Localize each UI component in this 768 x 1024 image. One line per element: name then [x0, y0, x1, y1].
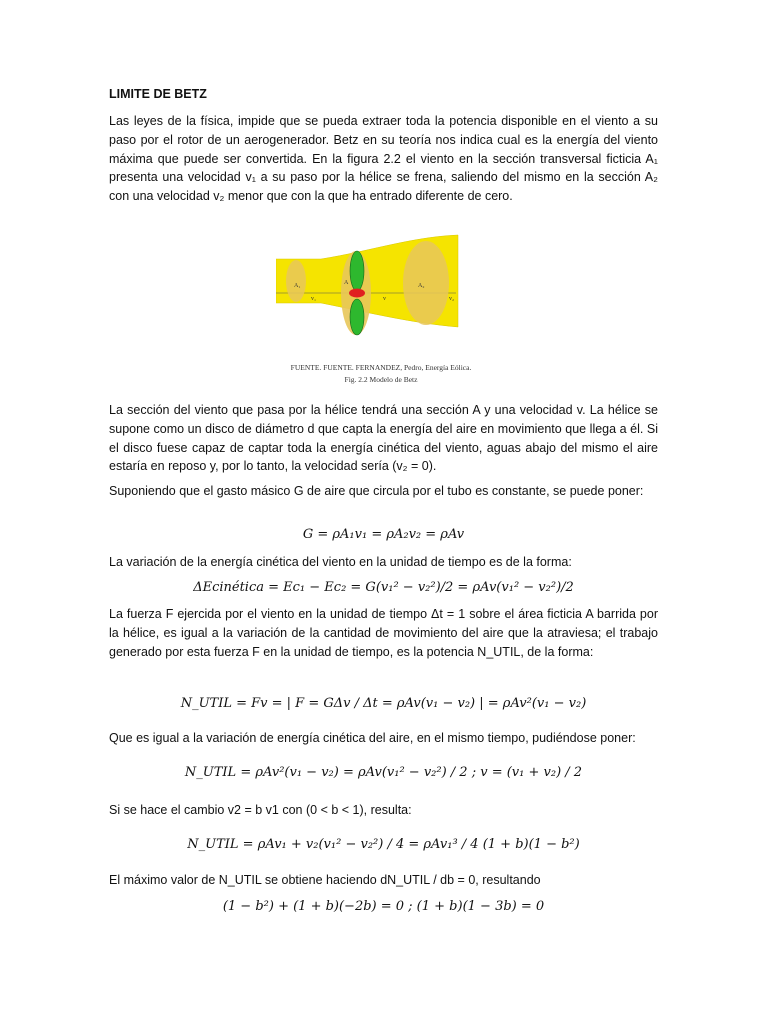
page-title: LIMITE DE BETZ	[109, 87, 207, 101]
blade-upper	[350, 251, 364, 291]
rotor-hub	[349, 289, 365, 298]
label-v: v	[383, 296, 386, 302]
paragraph-substitution: Si se hace el cambio v2 = b v1 con (0 < b < 1), resulta:	[109, 803, 412, 817]
equation-power: N_UTIL = Fv = | F = GΔv / Δt = ρAv(v₁ − v₂) | = ρAv²(v₁ − v₂)	[180, 696, 587, 711]
figure-caption: Fig. 2.2 Modelo de Betz	[344, 375, 418, 384]
label-a2: A₂	[418, 283, 425, 289]
paragraph-mass-flow: Suponiendo que el gasto másico G de aire que circula por el tubo es constante, se puede poner:	[109, 484, 644, 498]
figure-source: FUENTE. FUENTE. FERNANDEZ, Pedro, Energía Eólica.	[290, 363, 472, 372]
paragraph-force: La fuerza F ejercida por el viento en la unidad de tiempo Δt = 1 sobre el área ficticia A barrida por la hélice, es igual a la variación de la cantidad de movimiento del aire que la atraviesa; el trabajo generado por esta fuerza F en la unidad de tiempo, es la potencia N_UTIL, de la forma:	[109, 607, 658, 659]
paragraph-section: La sección del viento que pasa por la hélice tendrá una sección A y una velocidad v. La hélice se supone como un disco de diámetro d que capta la energía del aire en movimiento que llega a él. Si el disco fuese capaz de captar toda la energía cinética del viento, aguas abajo del mismo el aire estaría en reposo y, por lo tanto, la velocidad sería (v₂ = 0).	[109, 403, 658, 474]
label-a: A	[344, 280, 349, 286]
blade-lower	[350, 299, 364, 335]
equation-power-b: N_UTIL = ρAv₁ + v₂(v₁² − v₂²) / 4 = ρAv₁³ / 4 (1 + b)(1 − b²)	[187, 837, 580, 852]
betz-model-figure	[276, 231, 463, 361]
label-a1: A₁	[294, 283, 301, 289]
section-a1	[286, 260, 306, 302]
section-a2	[403, 241, 449, 325]
equation-kinetic-energy: ΔEcinética = Ec₁ − Ec₂ = G(v₁² − v₂²)/2 = ρAv(v₁² − v₂²)/2	[193, 580, 574, 595]
paragraph-equal-variation: Que es igual a la variación de energía cinética del aire, en el mismo tiempo, pudiéndose poner:	[109, 731, 636, 745]
paragraph-intro: Las leyes de la física, impide que se pueda extraer toda la potencia disponible en el viento a su paso por el rotor de un aerogenerador. Betz en su teoría nos indica cual es la energía del viento máxima que puede ser convertida. En la figura 2.2 el viento en la sección transversal ficticia A₁ presenta una velocidad v₁ a su paso por la hélice se frena, saliendo del mismo en la sección A₂ con una velocidad v₂ menor que con la que ha entrado diferente de cero.	[109, 114, 658, 204]
paragraph-kinetic-energy: La variación de la energía cinética del viento en la unidad de tiempo es de la forma:	[109, 555, 572, 569]
label-v1: v₁	[311, 296, 317, 302]
paragraph-maximum: El máximo valor de N_UTIL se obtiene haciendo dN_UTIL / db = 0, resultando	[109, 873, 541, 887]
label-v2: v₂	[449, 296, 455, 302]
equation-power-velocity: N_UTIL = ρAv²(v₁ − v₂) = ρAv(v₁² − v₂²) / 2 ; v = (v₁ + v₂) / 2	[184, 765, 583, 780]
equation-derivative: (1 − b²) + (1 + b)(−2b) = 0 ; (1 + b)(1 − 3b) = 0	[222, 899, 545, 914]
equation-mass-flow: G = ρA₁v₁ = ρA₂v₂ = ρAv	[302, 527, 465, 542]
